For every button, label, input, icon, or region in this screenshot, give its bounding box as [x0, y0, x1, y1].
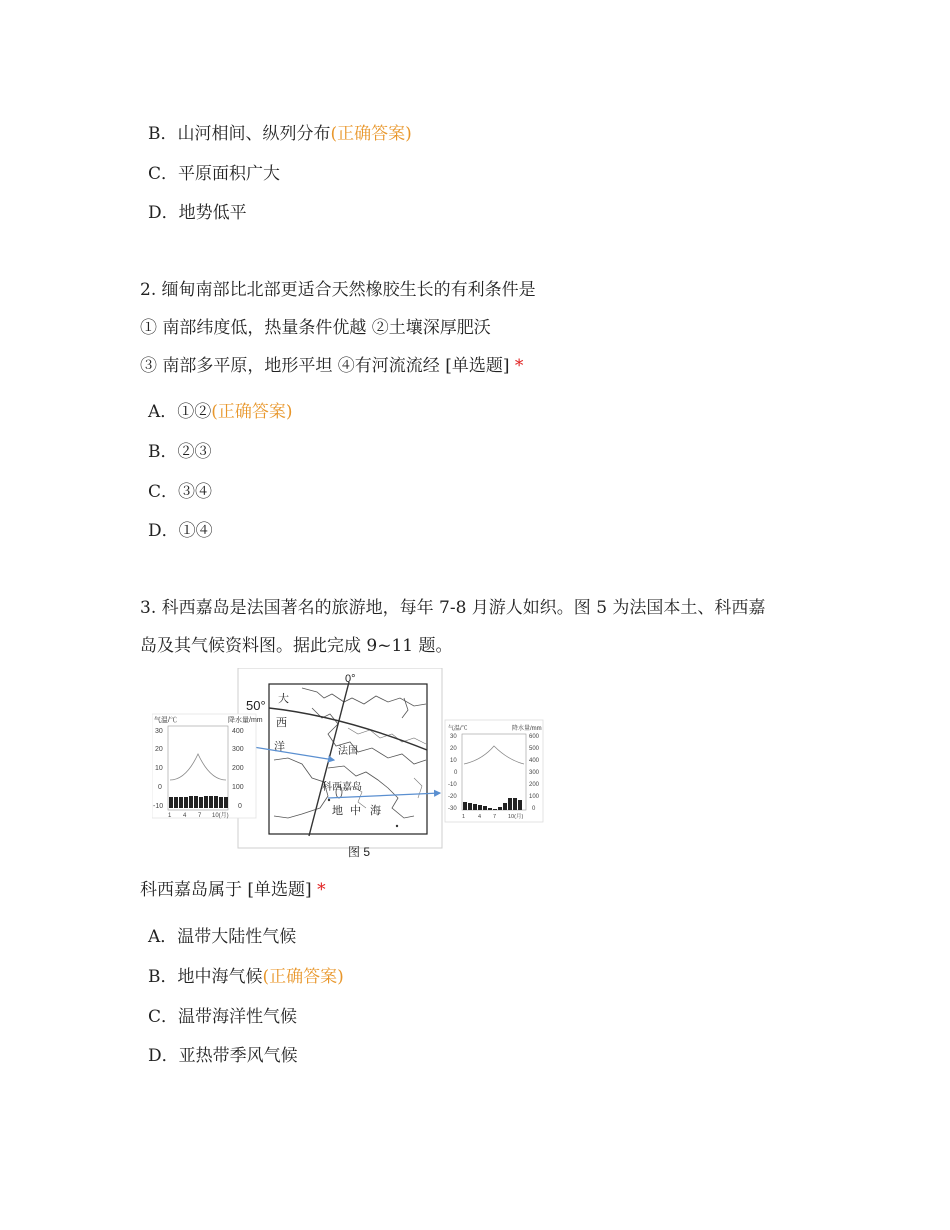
right-temp-tick: 30	[450, 734, 457, 740]
left-temp-axis-label: 气温/℃	[154, 717, 177, 724]
q2-option-c[interactable]	[148, 481, 212, 503]
q3-stem-line-1: 3. 科西嘉岛是法国著名的旅游地，每年 7-8 月游人如织。图 5 为法国本土、科西嘉	[140, 598, 766, 618]
parallel-label: 50°	[246, 698, 266, 713]
sea-label-2: 中	[350, 805, 361, 817]
q3-option-b[interactable]	[148, 966, 344, 988]
q3-option-d[interactable]	[148, 1045, 298, 1067]
left-month-tick: 7	[198, 813, 202, 819]
right-month-tick: 1	[462, 814, 466, 820]
option-text: 温带海洋性气候	[178, 1007, 298, 1027]
q2-option-d[interactable]	[148, 520, 213, 542]
right-temp-tick: -30	[448, 806, 457, 812]
q3-option-a[interactable]	[148, 926, 296, 948]
q3-option-c[interactable]	[148, 1006, 297, 1028]
q3-sub-stem	[140, 879, 326, 901]
correct-answer-tag: (正确答案)	[211, 402, 293, 422]
option-letter: B．	[148, 442, 178, 462]
option-letter: C．	[148, 482, 179, 502]
option-text: ②③	[177, 442, 212, 462]
left-temp-tick: 20	[155, 746, 163, 753]
q2-option-b[interactable]	[148, 441, 212, 463]
q2-stem-line-1: 2. 缅甸南部比北部更适合天然橡胶生长的有利条件是	[140, 280, 536, 300]
q2-stem-line-2: ① 南部纬度低，热量条件优越 ②土壤深厚肥沃	[140, 318, 491, 338]
correct-answer-tag: (正确答案)	[330, 124, 412, 144]
left-precip-tick: 0	[238, 803, 242, 810]
option-letter: A．	[148, 927, 178, 947]
left-month-tick: 10(月)	[212, 813, 229, 819]
q2-stem-line-3	[140, 355, 523, 377]
france-label: 法国	[338, 746, 358, 757]
q1-option-b[interactable]	[148, 123, 412, 145]
option-letter: B．	[148, 967, 178, 987]
option-text: 平原面积广大	[178, 164, 281, 184]
right-month-tick: 4	[478, 814, 482, 820]
option-letter: C．	[148, 1007, 179, 1027]
sea-label-3: 海	[370, 805, 381, 817]
q1-option-d[interactable]	[148, 202, 247, 224]
option-text: 地势低平	[178, 203, 247, 223]
sea-label-1: 地	[332, 805, 343, 817]
right-precip-tick: 500	[529, 746, 540, 752]
figure-5-map-and-climate-charts	[152, 668, 546, 863]
left-temp-tick: -10	[153, 803, 164, 810]
left-temp-tick: 30	[155, 728, 163, 735]
option-text: ①④	[178, 521, 213, 541]
left-precip-axis-label: 降水量/mm	[228, 717, 263, 724]
option-letter: D．	[148, 203, 179, 223]
option-text: ③④	[178, 482, 213, 502]
left-climate-chart	[152, 714, 263, 819]
right-precip-tick: 600	[529, 734, 540, 740]
correct-answer-tag: (正确答案)	[262, 967, 344, 987]
right-temp-tick: -20	[448, 794, 457, 800]
question-text: ③ 南部多平原，地形平坦 ④有河流流经 [单选题]	[140, 356, 510, 376]
ocean-label-2: 西	[276, 717, 287, 729]
ocean-label-1: 大	[278, 693, 289, 705]
right-precip-tick: 100	[529, 794, 540, 800]
right-temp-tick: 10	[450, 758, 457, 764]
left-temp-tick: 0	[158, 784, 162, 791]
europe-map	[246, 673, 427, 836]
q3-stem-line-2: 岛及其气候资料图。据此完成 9~11 题。	[140, 636, 453, 656]
right-temp-tick: 20	[450, 746, 457, 752]
left-precip-tick: 400	[232, 728, 244, 735]
required-mark: *	[317, 880, 326, 900]
option-text: 地中海气候	[177, 967, 263, 987]
q1-option-c[interactable]	[148, 163, 280, 185]
left-precip-tick: 200	[232, 765, 244, 772]
figure-caption: 图 5	[348, 845, 371, 859]
option-text: 温带大陆性气候	[177, 927, 297, 947]
option-text: 亚热带季风气候	[178, 1046, 298, 1066]
option-letter: C．	[148, 164, 179, 184]
left-precip-tick: 300	[232, 746, 244, 753]
option-letter: B．	[148, 124, 178, 144]
option-text: ①②	[177, 402, 212, 422]
left-temp-tick: 10	[155, 765, 163, 772]
right-month-tick: 10(月)	[508, 814, 524, 820]
option-text: 山河相间、纵列分布	[177, 124, 331, 144]
left-month-tick: 1	[168, 813, 172, 819]
right-temp-axis-label: 气温/℃	[448, 726, 468, 732]
left-month-tick: 4	[183, 813, 187, 819]
ocean-label-3: 洋	[274, 741, 285, 753]
q2-option-a[interactable]	[148, 401, 293, 423]
right-precip-tick: 0	[532, 806, 536, 812]
meridian-label: 0°	[345, 673, 356, 685]
right-month-tick: 7	[493, 814, 497, 820]
option-letter: A．	[148, 402, 178, 422]
left-precip-tick: 100	[232, 784, 244, 791]
question-text: 科西嘉岛属于 [单选题]	[140, 880, 312, 900]
option-letter: D．	[148, 521, 179, 541]
right-precip-tick: 400	[529, 758, 540, 764]
right-precip-tick: 300	[529, 770, 540, 776]
right-precip-tick: 200	[529, 782, 540, 788]
required-mark: *	[514, 356, 524, 376]
right-precip-axis-label: 降水量/mm	[512, 726, 542, 732]
right-climate-chart	[445, 720, 543, 822]
right-temp-tick: 0	[454, 770, 458, 776]
right-temp-tick: -10	[448, 782, 457, 788]
corsica-label: 科西嘉岛	[322, 782, 362, 793]
option-letter: D．	[148, 1046, 179, 1066]
